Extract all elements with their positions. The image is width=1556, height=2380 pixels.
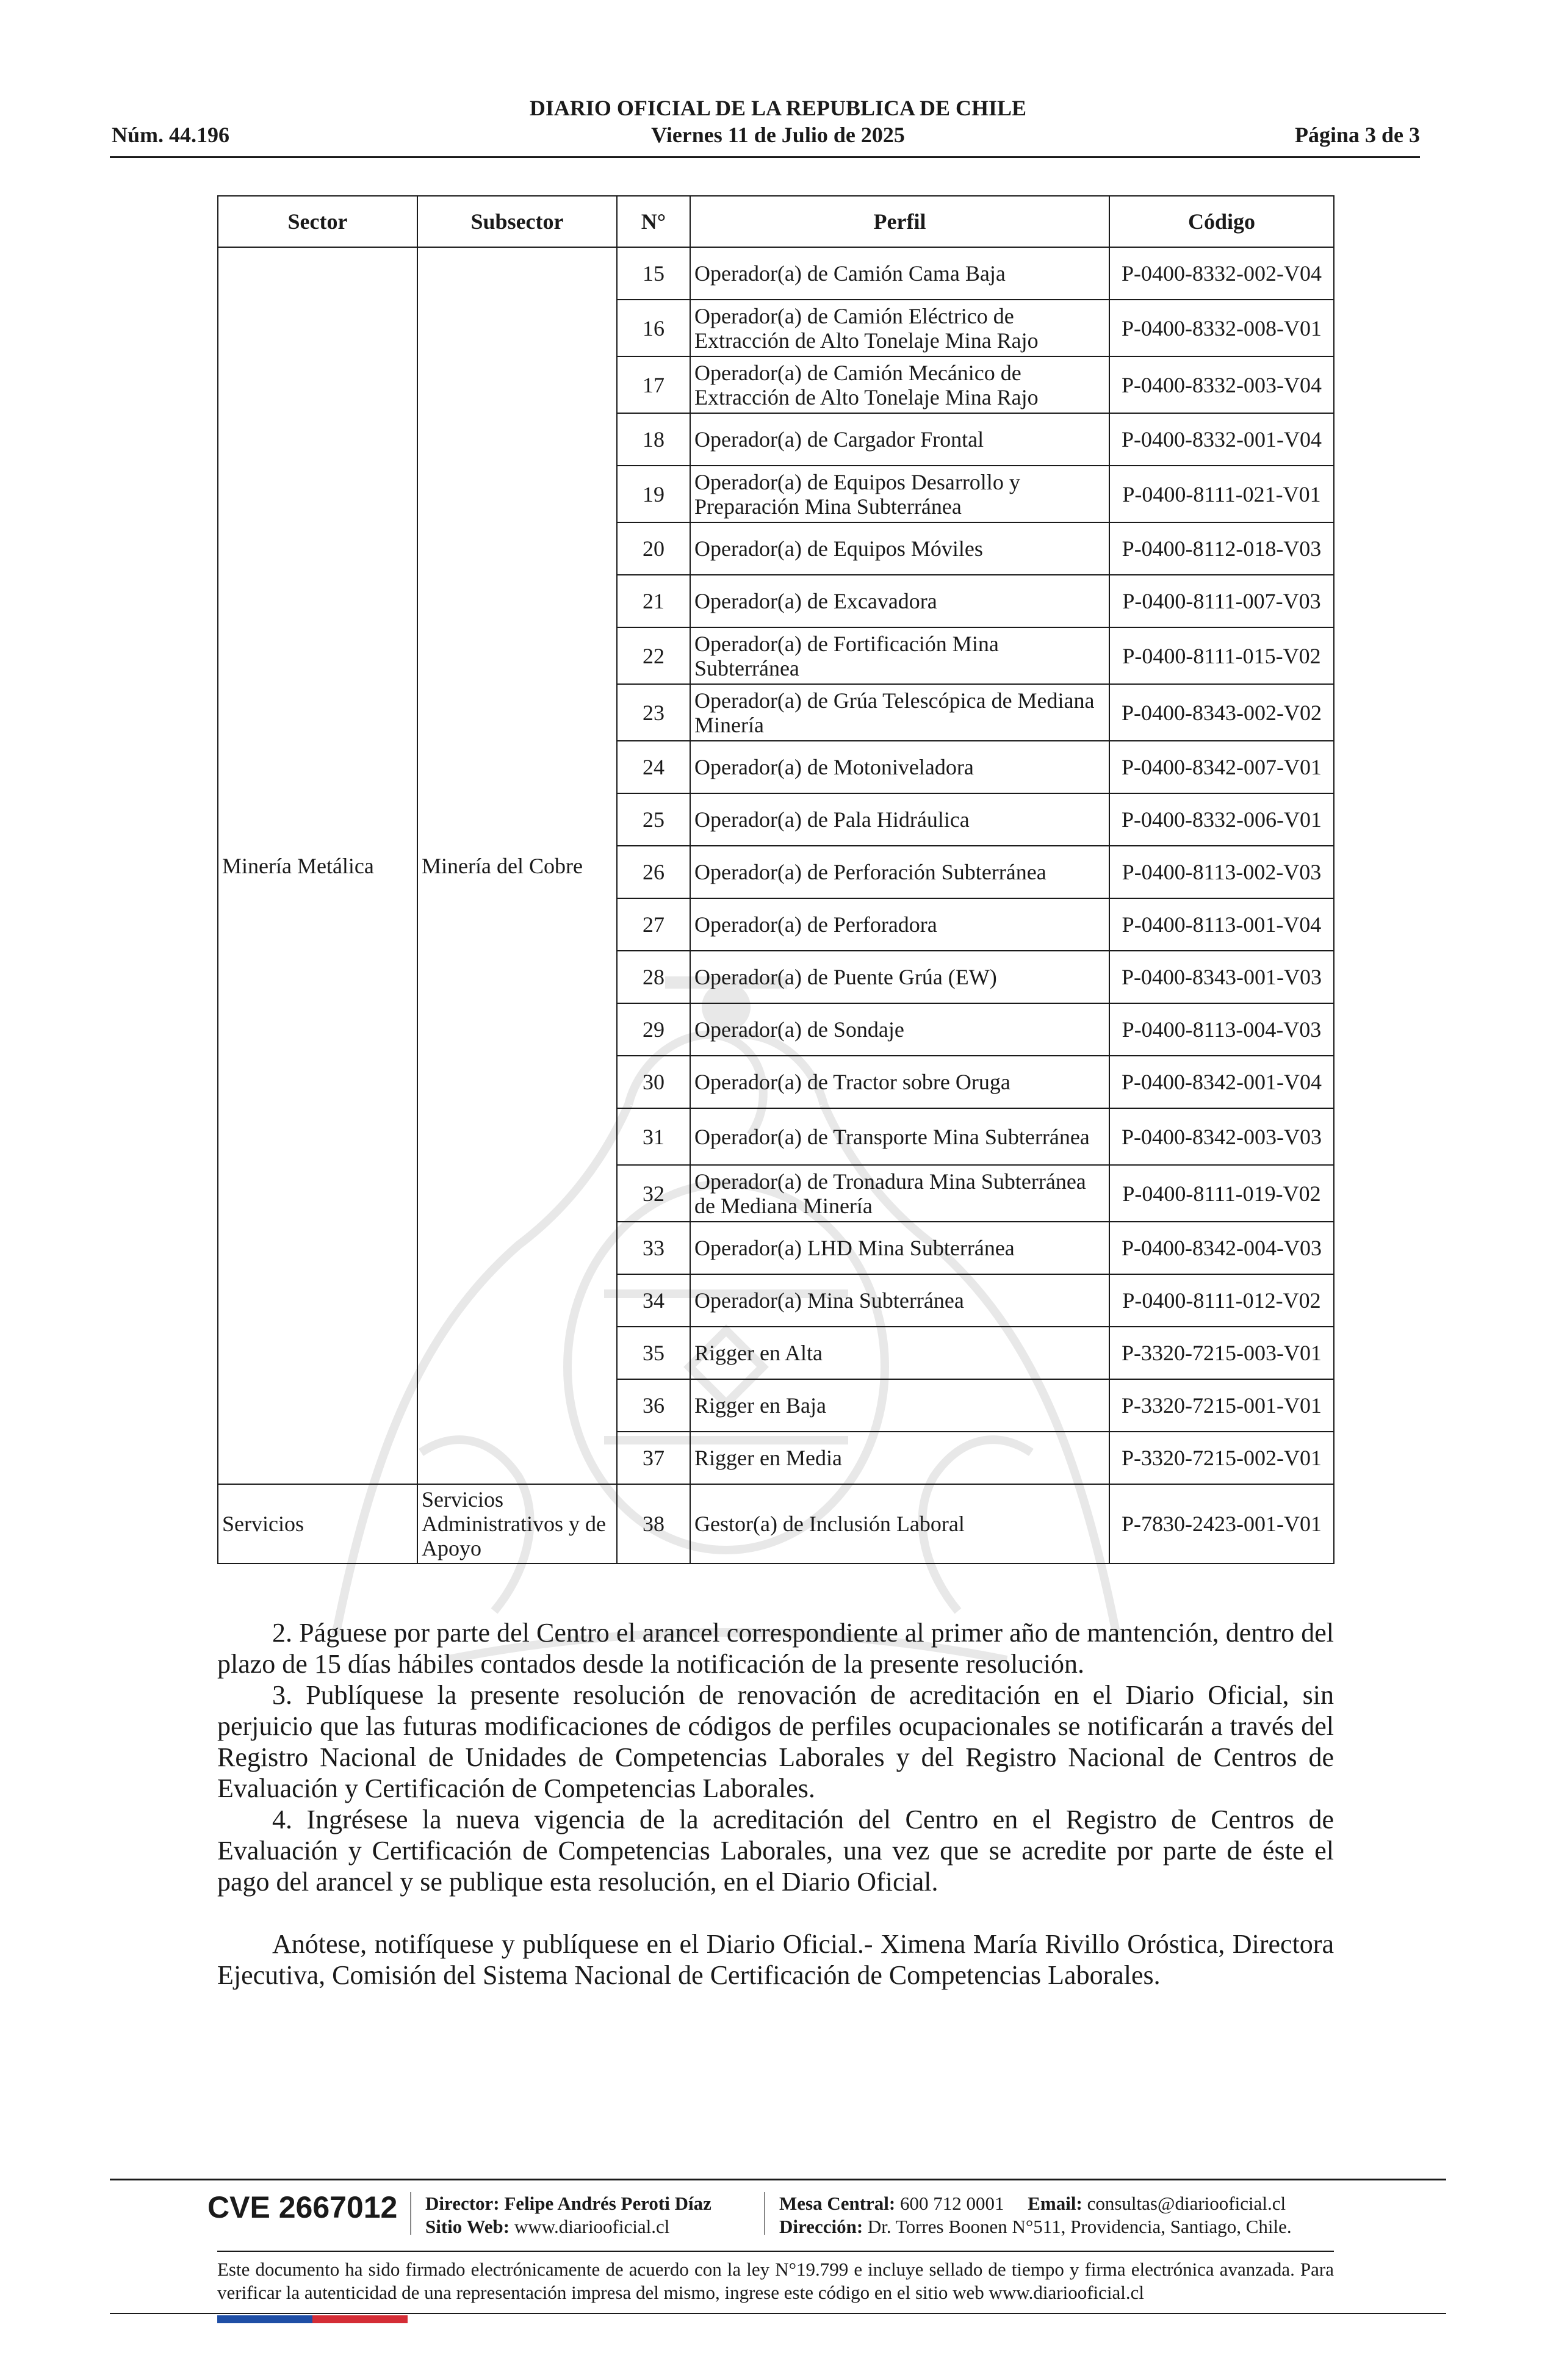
code-cell: P-0400-8332-002-V04 [1109, 247, 1334, 300]
phone-label: Mesa Central: [779, 2193, 896, 2214]
number-cell: 22 [617, 627, 690, 684]
number-cell: 31 [617, 1108, 690, 1165]
number-cell: 29 [617, 1003, 690, 1056]
profile-cell: Rigger en Baja [690, 1379, 1109, 1432]
footer-separator [764, 2192, 765, 2235]
sector-cell: Minería Metálica [218, 247, 417, 1484]
code-cell: P-0400-8332-006-V01 [1109, 793, 1334, 846]
code-cell: P-0400-8342-001-V04 [1109, 1056, 1334, 1108]
code-cell: P-0400-8342-004-V03 [1109, 1222, 1334, 1274]
newspaper-title: DIARIO OFICIAL DE LA REPUBLICA DE CHILE [529, 96, 1027, 120]
number-cell: 26 [617, 846, 690, 898]
code-cell: P-0400-8111-015-V02 [1109, 627, 1334, 684]
number-cell: 27 [617, 898, 690, 951]
code-cell: P-0400-8342-007-V01 [1109, 741, 1334, 793]
page-indicator: Página 3 de 3 [1294, 123, 1420, 147]
director-name: Felipe Andrés Peroti Díaz [504, 2193, 711, 2214]
flag-red-band [312, 2315, 408, 2323]
number-cell: 21 [617, 575, 690, 627]
profile-cell: Operador(a) Mina Subterránea [690, 1274, 1109, 1327]
profile-cell: Operador(a) de Camión Cama Baja [690, 247, 1109, 300]
paragraph-4: 4. Ingrésese la nueva vigencia de la acreditación del Centro en el Registro de Centros de Evaluación y Certificación de Competencias Laborales, una vez que se acredite por parte de éste el pago del arancel y se publique esta resolución, en el Diario Oficial. [217, 1805, 1334, 1897]
profile-cell: Operador(a) de Transporte Mina Subterránea [690, 1108, 1109, 1165]
number-cell: 25 [617, 793, 690, 846]
issue-date: Viernes 11 de Julio de 2025 [651, 123, 905, 147]
footer-contact [779, 2192, 1286, 2215]
profile-cell: Operador(a) de Tronadura Mina Subterránea de Mediana Minería [690, 1165, 1109, 1222]
number-cell: 33 [617, 1222, 690, 1274]
profile-cell: Operador(a) de Grúa Telescópica de Mediana Minería [690, 684, 1109, 741]
profile-cell: Gestor(a) de Inclusión Laboral [690, 1484, 1109, 1563]
number-cell: 34 [617, 1274, 690, 1327]
column-header-subsector: Subsector [417, 196, 617, 247]
digital-signature-notice: Este documento ha sido firmado electrónicamente de acuerdo con la ley N°19.799 e incluye sellado de tiempo y firma electrónica avanzada. Para verificar la autenticidad de una representación impresa del mismo, ingrese este código en el sitio web www.diariooficial.cl [217, 2259, 1334, 2303]
code-cell: P-0400-8113-004-V03 [1109, 1003, 1334, 1056]
code-cell: P-0400-8332-003-V04 [1109, 356, 1334, 413]
profile-cell: Operador(a) de Equipos Móviles [690, 522, 1109, 575]
paragraph-3: 3. Publíquese la presente resolución de renovación de acreditación en el Diario Oficial, sin perjuicio que las futuras modificaciones de códigos de perfiles ocupacionales se notificarán a través del Registro Nacional de Unidades de Competencias Laborales y del Registro Nacional de Centros de Evaluación y Certificación de Competencias Laborales. [217, 1680, 1334, 1803]
code-cell: P-0400-8332-001-V04 [1109, 413, 1334, 466]
number-cell: 17 [617, 356, 690, 413]
number-cell: 36 [617, 1379, 690, 1432]
resolution-body [217, 1617, 1334, 1991]
column-header-sector: Sector [218, 196, 417, 247]
footer-divider [110, 2179, 1446, 2180]
profile-cell: Operador(a) LHD Mina Subterránea [690, 1222, 1109, 1274]
code-cell: P-0400-8343-001-V03 [1109, 951, 1334, 1003]
issue-number: Núm. 44.196 [112, 123, 230, 147]
footer-website [425, 2215, 669, 2238]
profile-cell: Operador(a) de Cargador Frontal [690, 413, 1109, 466]
profile-cell: Operador(a) de Sondaje [690, 1003, 1109, 1056]
code-cell: P-3320-7215-002-V01 [1109, 1432, 1334, 1484]
profile-cell: Operador(a) de Tractor sobre Oruga [690, 1056, 1109, 1108]
cve-code: CVE 2667012 [207, 2190, 398, 2224]
address-label: Dirección: [779, 2216, 863, 2237]
profile-cell: Rigger en Media [690, 1432, 1109, 1484]
subsector-cell: Minería del Cobre [417, 247, 617, 1484]
phone-number: 600 712 0001 [900, 2193, 1004, 2214]
profile-cell: Operador(a) de Pala Hidráulica [690, 793, 1109, 846]
number-cell: 23 [617, 684, 690, 741]
subsector-cell: Servicios Administrativos y de Apoyo [417, 1484, 617, 1563]
code-cell: P-0400-8342-003-V03 [1109, 1108, 1334, 1165]
column-header-profile: Perfil [690, 196, 1109, 247]
number-cell: 38 [617, 1484, 690, 1563]
profile-cell: Operador(a) de Camión Mecánico de Extracción de Alto Tonelaje Mina Rajo [690, 356, 1109, 413]
profile-cell: Operador(a) de Fortificación Mina Subterránea [690, 627, 1109, 684]
number-cell: 16 [617, 300, 690, 356]
profile-cell: Rigger en Alta [690, 1327, 1109, 1379]
code-cell: P-0400-8112-018-V03 [1109, 522, 1334, 575]
number-cell: 35 [617, 1327, 690, 1379]
address-text: Dr. Torres Boonen N°511, Providencia, Santiago, Chile. [867, 2216, 1292, 2237]
number-cell: 19 [617, 466, 690, 522]
profile-cell: Operador(a) de Excavadora [690, 575, 1109, 627]
director-label: Director: [425, 2193, 500, 2214]
number-cell: 15 [617, 247, 690, 300]
sector-cell: Servicios [218, 1484, 417, 1563]
footer-address [779, 2215, 1292, 2238]
code-cell: P-0400-8111-019-V02 [1109, 1165, 1334, 1222]
column-header-number: N° [617, 196, 690, 247]
number-cell: 20 [617, 522, 690, 575]
number-cell: 28 [617, 951, 690, 1003]
code-cell: P-0400-8332-008-V01 [1109, 300, 1334, 356]
email-label: Email: [1028, 2193, 1082, 2214]
profile-cell: Operador(a) de Perforación Subterránea [690, 846, 1109, 898]
profile-cell: Operador(a) de Equipos Desarrollo y Preparación Mina Subterránea [690, 466, 1109, 522]
table-header-row [218, 196, 1334, 247]
occupational-profiles-table [217, 195, 1334, 1564]
number-cell: 24 [617, 741, 690, 793]
profile-cell: Operador(a) de Perforadora [690, 898, 1109, 951]
profile-cell: Operador(a) de Motoniveladora [690, 741, 1109, 793]
flag-blue-band [217, 2315, 312, 2323]
closing-signature: Anótese, notifíquese y publíquese en el Diario Oficial.- Ximena María Rivillo Oróstica, Directora Ejecutiva, Comisión del Sistema Nacional de Certificación de Competencias Laborales. [217, 1929, 1334, 1990]
profile-cell: Operador(a) de Camión Eléctrico de Extracción de Alto Tonelaje Mina Rajo [690, 300, 1109, 356]
email-link[interactable]: consultas@diariooficial.cl [1087, 2193, 1286, 2214]
code-cell: P-3320-7215-001-V01 [1109, 1379, 1334, 1432]
footer-bottom-divider [110, 2313, 1446, 2314]
code-cell: P-0400-8343-002-V02 [1109, 684, 1334, 741]
code-cell: P-0400-8111-021-V01 [1109, 466, 1334, 522]
number-cell: 37 [617, 1432, 690, 1484]
header-divider [110, 156, 1420, 158]
code-cell: P-0400-8111-012-V02 [1109, 1274, 1334, 1327]
column-header-code: Código [1109, 196, 1334, 247]
code-cell: P-0400-8113-001-V04 [1109, 898, 1334, 951]
footer-inner-divider [217, 2251, 1334, 2252]
footer-director [425, 2192, 711, 2215]
code-cell: P-7830-2423-001-V01 [1109, 1484, 1334, 1563]
paragraph-2: 2. Páguese por parte del Centro el arancel correspondiente al primer año de mantención, dentro del plazo de 15 días hábiles contados desde la notificación de la presente resolución. [217, 1618, 1334, 1679]
number-cell: 32 [617, 1165, 690, 1222]
code-cell: P-0400-8113-002-V03 [1109, 846, 1334, 898]
table-row [218, 247, 1334, 300]
website-label: Sitio Web: [425, 2216, 510, 2237]
profile-cell: Operador(a) de Puente Grúa (EW) [690, 951, 1109, 1003]
website-link[interactable]: www.diariooficial.cl [514, 2216, 670, 2237]
number-cell: 18 [617, 413, 690, 466]
number-cell: 30 [617, 1056, 690, 1108]
flag-stripe [217, 2315, 408, 2323]
footer-separator [410, 2192, 411, 2235]
table-row [218, 1484, 1334, 1563]
code-cell: P-3320-7215-003-V01 [1109, 1327, 1334, 1379]
code-cell: P-0400-8111-007-V03 [1109, 575, 1334, 627]
